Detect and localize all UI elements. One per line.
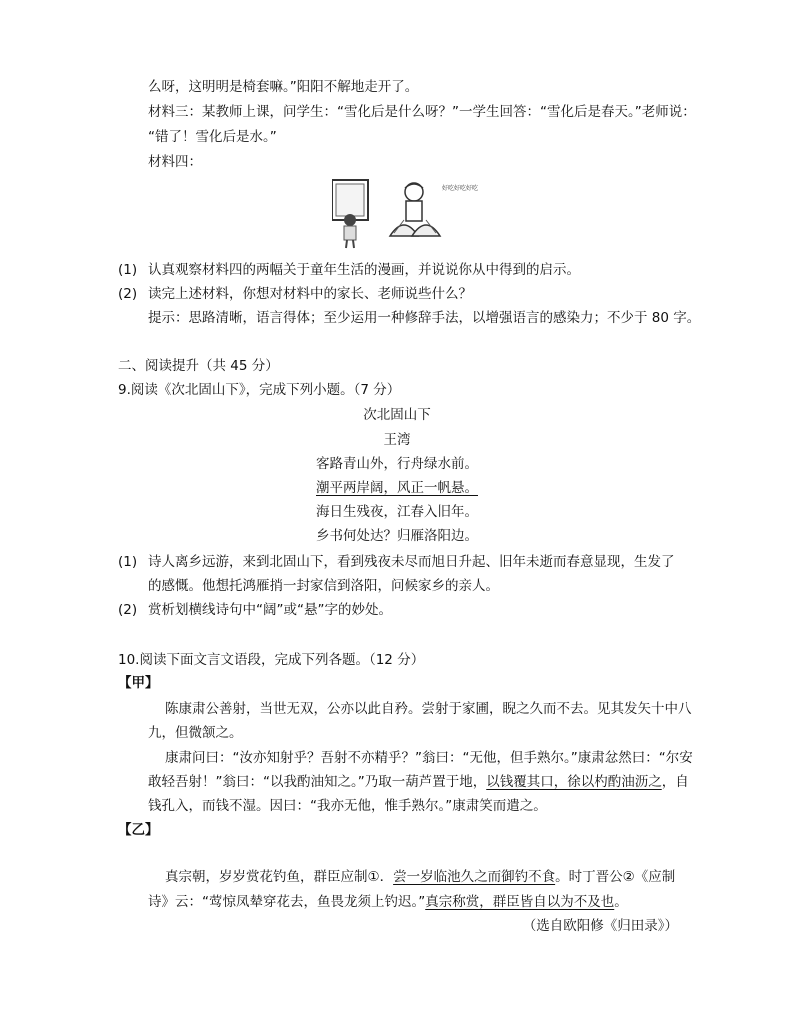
material2-tail: 么呀，这明明是椅套嘛。”阳阳不解地走开了。 [148, 79, 419, 95]
poem-author: 王湾 [383, 432, 411, 448]
poem-line-1: 客路青山外，行舟绿水前。 [316, 456, 478, 472]
childhood-comic-drawing [332, 178, 482, 250]
q10-prompt: 10.阅读下面文言文语段，完成下列各题。（12 分） [118, 652, 425, 668]
poem-line-4: 乡书何处达？归雁洛阳边。 [316, 528, 478, 544]
q9-item-2: (2) 赏析划横线诗句中“阔”或“悬”字的妙处。 [118, 602, 392, 618]
poem-title: 次北固山下 [363, 407, 431, 423]
poem-line-2: 潮平两岸阔，风正一帆悬。 [316, 480, 478, 496]
fan-right [412, 225, 440, 236]
jia-p2-line1: 康肃问曰：“汝亦知射乎？吾射不亦精乎？”翁曰：“无他，但手熟尔。”康肃忿然曰：“尔安 [165, 750, 693, 766]
childhood-comic [332, 178, 482, 250]
child-body [344, 226, 356, 240]
source-citation: （选自欧阳修《归田录》） [522, 918, 678, 934]
yi-p1-line2: 诗》云：“莺惊凤辇穿花去，鱼畏龙须上钓迟。”真宗称赏，群臣皆自以为不及也。 [148, 894, 628, 910]
jia-p1-line2: 九，但微颔之。 [148, 725, 243, 741]
jia-label: 【甲】 [118, 675, 159, 691]
section2-title: 二、阅读提升（共 45 分） [118, 358, 279, 374]
yi-label: 【乙】 [118, 822, 159, 838]
child2-body [406, 201, 422, 221]
child-leg-right [353, 240, 354, 248]
q9-item-1-line1: (1) 诗人离乡远游，来到北固山下，看到残夜未尽而旭日升起、旧年未逝而春意显现，生发了 [118, 554, 675, 570]
child-leg-left [346, 240, 347, 248]
material3-line2: “错了！雪化后是水。” [148, 129, 277, 145]
q8-item-1: (1) 认真观察材料四的两幅关于童年生活的漫画，并说说你从中得到的启示。 [118, 262, 580, 278]
yi-p1-line1: 真宗朝，岁岁赏花钓鱼，群臣应制①．尝一岁临池久之而御钓不食。时丁晋公②《应制 [165, 869, 676, 885]
q9-prompt: 9.阅读《次北固山下》，完成下列小题。（7 分） [118, 382, 401, 398]
comic-caption: 好吃好吃好吃 [442, 185, 479, 192]
q8-item-2: (2) 读完上述材料，你想对材料中的家长、老师说些什么？ [118, 286, 472, 302]
jia-p2-line3: 钱孔入，而钱不湿。因曰：“我亦无他，惟手熟尔。”康肃笑而遣之。 [148, 798, 547, 814]
material3-line1: 材料三：某教师上课，问学生：“雪化后是什么呀？”一学生回答：“雪化后是春天。”老师说： [148, 104, 696, 120]
child-head [344, 214, 356, 226]
jia-p2-line2: 敢轻吾射！”翁曰：“以我酌油知之。”乃取一葫芦置于地，以钱覆其口，徐以杓酌油沥之，自 [148, 774, 689, 790]
poem-line-3: 海日生残夜，江春入旧年。 [316, 504, 478, 520]
q9-item-1-line2: 的感慨。他想托鸿雁捎一封家信到洛阳，问候家乡的亲人。 [148, 578, 499, 594]
q8-tip: 提示：思路清晰，语言得体；至少运用一种修辞手法，以增强语言的感染力；不少于 80 字。 [148, 310, 701, 326]
material4-label: 材料四： [148, 154, 202, 170]
window-glass [336, 184, 364, 216]
jia-p1-line1: 陈康肃公善射，当世无双，公亦以此自矜。尝射于家圃，睨之久而不去。见其发矢十中八 [165, 701, 692, 717]
